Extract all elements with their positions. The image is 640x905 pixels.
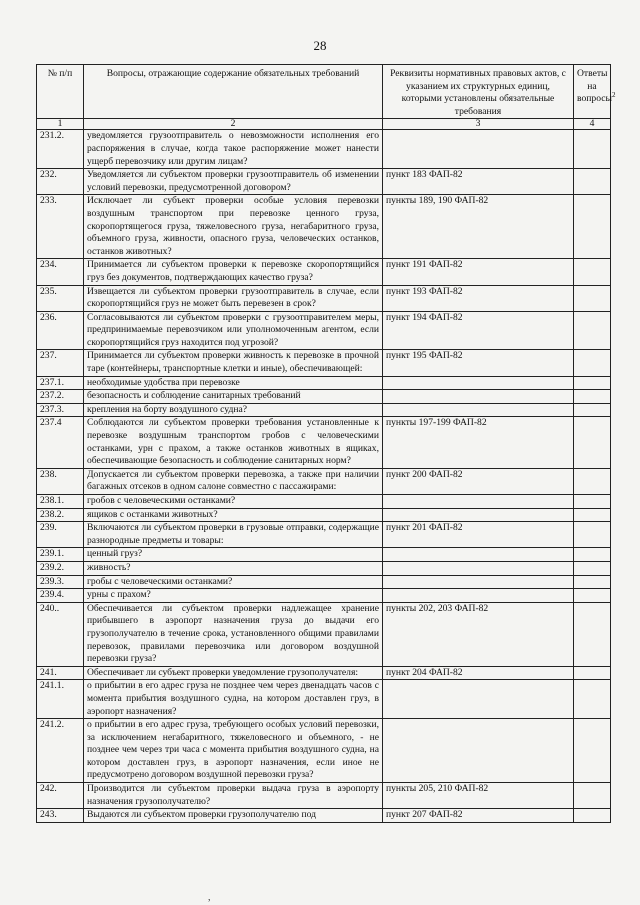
- table-row: [37, 680, 611, 719]
- header-answer: [574, 65, 616, 119]
- row-answer: [574, 403, 611, 417]
- row-answer: [574, 130, 611, 169]
- row-question: Согласовываются ли субъектом проверки с грузоотправителем меры, предпринимаемые перевозчиком или уполномоченным агентом, если скоропортящийся груз находится под угрозой?: [84, 311, 383, 350]
- table-row: [37, 508, 611, 522]
- row-reference: [383, 719, 574, 783]
- row-number: 231.2.: [37, 130, 84, 169]
- row-number: 234.: [37, 259, 84, 285]
- row-reference: пункт 194 ФАП-82: [383, 311, 574, 350]
- table-row: [37, 809, 611, 823]
- row-number: 238.: [37, 468, 84, 494]
- row-number: 238.2.: [37, 508, 84, 522]
- footnote-mark: 2: [611, 91, 616, 99]
- row-reference: пункт 193 ФАП-82: [383, 285, 574, 311]
- row-reference: пункт 191 ФАП-82: [383, 259, 574, 285]
- row-question: гробов с человеческими останками?: [84, 495, 383, 509]
- row-answer: [574, 548, 611, 562]
- row-question: о прибытии в его адрес груза не позднее чем через двенадцать часов с момента прибытия воздушного судна, на котором доставлен груз, в аэропорт назначения?: [84, 680, 383, 719]
- row-answer: [574, 719, 611, 783]
- row-number: 241.2.: [37, 719, 84, 783]
- row-answer: [574, 602, 611, 666]
- row-number: 232.: [37, 169, 84, 195]
- table-row: [37, 403, 611, 417]
- table-row: [37, 719, 611, 783]
- table-row: [37, 259, 611, 285]
- row-reference: пункт 204 ФАП-82: [383, 666, 574, 680]
- scan-mark: ,: [208, 892, 211, 903]
- row-answer: [574, 666, 611, 680]
- row-number: 238.1.: [37, 495, 84, 509]
- row-question: уведомляется грузоотправитель о невозможности исполнения его распоряжения в случае, когда такое распоряжение может нанести ущерб перевозчику или другим лицам?: [84, 130, 383, 169]
- row-number: 239.1.: [37, 548, 84, 562]
- row-answer: [574, 561, 611, 575]
- row-number: 239.2.: [37, 561, 84, 575]
- row-reference: пункты 197-199 ФАП-82: [383, 417, 574, 468]
- row-number: 243.: [37, 809, 84, 823]
- row-reference: [383, 561, 574, 575]
- table-row: [37, 495, 611, 509]
- column-number-row: [37, 119, 611, 130]
- row-number: 236.: [37, 311, 84, 350]
- row-question: Включаются ли субъектом проверки в грузовые отправки, содержащие разнородные предметы и товары:: [84, 522, 383, 548]
- row-number: 237.1.: [37, 376, 84, 390]
- column-number: 1: [37, 119, 84, 130]
- row-answer: [574, 285, 611, 311]
- row-answer: [574, 376, 611, 390]
- row-number: 242.: [37, 783, 84, 809]
- row-number: 240..: [37, 602, 84, 666]
- row-reference: [383, 403, 574, 417]
- row-answer: [574, 495, 611, 509]
- row-question: живность?: [84, 561, 383, 575]
- row-answer: [574, 311, 611, 350]
- row-number: 237.: [37, 350, 84, 376]
- row-reference: пункт 183 ФАП-82: [383, 169, 574, 195]
- row-answer: [574, 468, 611, 494]
- table-row: [37, 666, 611, 680]
- row-number: 241.: [37, 666, 84, 680]
- row-number: 237.4: [37, 417, 84, 468]
- header-reference: Реквизиты нормативных правовых актов, с указанием их структурных единиц, которыми установлены обязательные требования: [383, 65, 574, 119]
- row-question: Обеспечивается ли субъектом проверки надлежащее хранение прибывшего в аэропорт назначения груза до выдачи его грузополучателю в течение срока, установленного общими правилами перевозок, правилами перевозчика или договором воздушной перевозки груза?: [84, 602, 383, 666]
- row-reference: пункт 207 ФАП-82: [383, 809, 574, 823]
- row-question: Принимается ли субъектом проверки к перевозке скоропортящийся груз без документов, подтверждающих качество груза?: [84, 259, 383, 285]
- row-question: Исключает ли субъект проверки особые условия перевозки воздушным транспортом при перевозке ценного груза, скоропортящегося груза, тяжеловесного груза, негабаритного груза, объемного груза, живности, опасного груза, человеческих останков, останков животных?: [84, 195, 383, 259]
- table-row: [37, 602, 611, 666]
- row-question: Извещается ли субъектом проверки грузоотправитель в случае, если скоропортящийся груз не может быть перевезен в срок?: [84, 285, 383, 311]
- header-answer-text: Ответы на вопросы: [577, 68, 612, 105]
- table-row: [37, 468, 611, 494]
- row-reference: [383, 495, 574, 509]
- row-reference: пункт 195 ФАП-82: [383, 350, 574, 376]
- column-number: 4: [574, 119, 611, 130]
- row-question: Соблюдаются ли субъектом проверки требования установленные к перевозке воздушным транспортом гробов с человеческими останками, урн с прахом, а также останков животных в ящиках, обеспечивающие безопасность и соблюдение санитарных норм?: [84, 417, 383, 468]
- row-answer: [574, 259, 611, 285]
- row-reference: пункт 200 ФАП-82: [383, 468, 574, 494]
- row-answer: [574, 783, 611, 809]
- row-question: ящиков с останками животных?: [84, 508, 383, 522]
- row-reference: пункты 202, 203 ФАП-82: [383, 602, 574, 666]
- table-row: [37, 783, 611, 809]
- column-number: 2: [84, 119, 383, 130]
- table-row: [37, 522, 611, 548]
- header-num: № п/п: [37, 65, 84, 119]
- table-row: [37, 548, 611, 562]
- row-number: 233.: [37, 195, 84, 259]
- row-reference: [383, 680, 574, 719]
- row-question: безопасность и соблюдение санитарных требований: [84, 390, 383, 404]
- table-row: [37, 417, 611, 468]
- row-reference: [383, 130, 574, 169]
- header-question: Вопросы, отражающие содержание обязательных требований: [84, 65, 383, 119]
- row-question: Производится ли субъектом проверки выдача груза в аэропорту назначения грузополучателю?: [84, 783, 383, 809]
- row-number: 239.3.: [37, 575, 84, 589]
- requirements-table: [36, 64, 616, 823]
- row-question: Уведомляется ли субъектом проверки грузоотправитель об изменении условий перевозки, предусмотренной договором?: [84, 169, 383, 195]
- row-number: 241.1.: [37, 680, 84, 719]
- table-row: [37, 376, 611, 390]
- row-reference: пункты 189, 190 ФАП-82: [383, 195, 574, 259]
- row-question: Выдаются ли субъектом проверки грузополучателю под: [84, 809, 383, 823]
- table-row: [37, 311, 611, 350]
- table-row: [37, 169, 611, 195]
- row-answer: [574, 575, 611, 589]
- table-row: [37, 589, 611, 603]
- table-row: [37, 285, 611, 311]
- row-number: 237.2.: [37, 390, 84, 404]
- row-answer: [574, 522, 611, 548]
- page-number: 28: [313, 38, 327, 53]
- row-question: ценный груз?: [84, 548, 383, 562]
- row-reference: [383, 575, 574, 589]
- row-number: 239.4.: [37, 589, 84, 603]
- table-row: [37, 130, 611, 169]
- table-row: [37, 561, 611, 575]
- table-row: [37, 390, 611, 404]
- row-answer: [574, 169, 611, 195]
- row-number: 235.: [37, 285, 84, 311]
- row-answer: [574, 390, 611, 404]
- row-answer: [574, 417, 611, 468]
- row-question: Обеспечивает ли субъект проверки уведомление грузополучателя:: [84, 666, 383, 680]
- row-number: 239.: [37, 522, 84, 548]
- row-question: урны с прахом?: [84, 589, 383, 603]
- row-answer: [574, 508, 611, 522]
- row-answer: [574, 809, 611, 823]
- row-answer: [574, 589, 611, 603]
- row-question: Принимается ли субъектом проверки живность к перевозке в прочной таре (контейнеры, транспортные клетки и иные), обеспечивающей:: [84, 350, 383, 376]
- column-number: 3: [383, 119, 574, 130]
- row-reference: [383, 390, 574, 404]
- header-row: [37, 65, 611, 119]
- row-reference: пункты 205, 210 ФАП-82: [383, 783, 574, 809]
- row-question: гробы с человеческими останками?: [84, 575, 383, 589]
- row-number: 237.3.: [37, 403, 84, 417]
- row-reference: [383, 589, 574, 603]
- table-row: [37, 350, 611, 376]
- row-answer: [574, 195, 611, 259]
- row-reference: пункт 201 ФАП-82: [383, 522, 574, 548]
- table-row: [37, 575, 611, 589]
- row-question: о прибытии в его адрес груза, требующего особых условий перевозки, за исключением негабаритного, тяжеловесного и объемного, - не позднее чем через три часа с момента прибытия воздушного судна, на котором доставлен груз, в аэропорт назначения, если иное не предусмотрено договором воздушной перевозки груза?: [84, 719, 383, 783]
- row-question: Допускается ли субъектом проверки перевозка, а также при наличии багажных отсеков в одном салоне совместно с пассажирами:: [84, 468, 383, 494]
- row-reference: [383, 508, 574, 522]
- row-answer: [574, 350, 611, 376]
- row-reference: [383, 376, 574, 390]
- row-question: необходимые удобства при перевозке: [84, 376, 383, 390]
- row-question: крепления на борту воздушного судна?: [84, 403, 383, 417]
- row-answer: [574, 680, 611, 719]
- row-reference: [383, 548, 574, 562]
- table-row: [37, 195, 611, 259]
